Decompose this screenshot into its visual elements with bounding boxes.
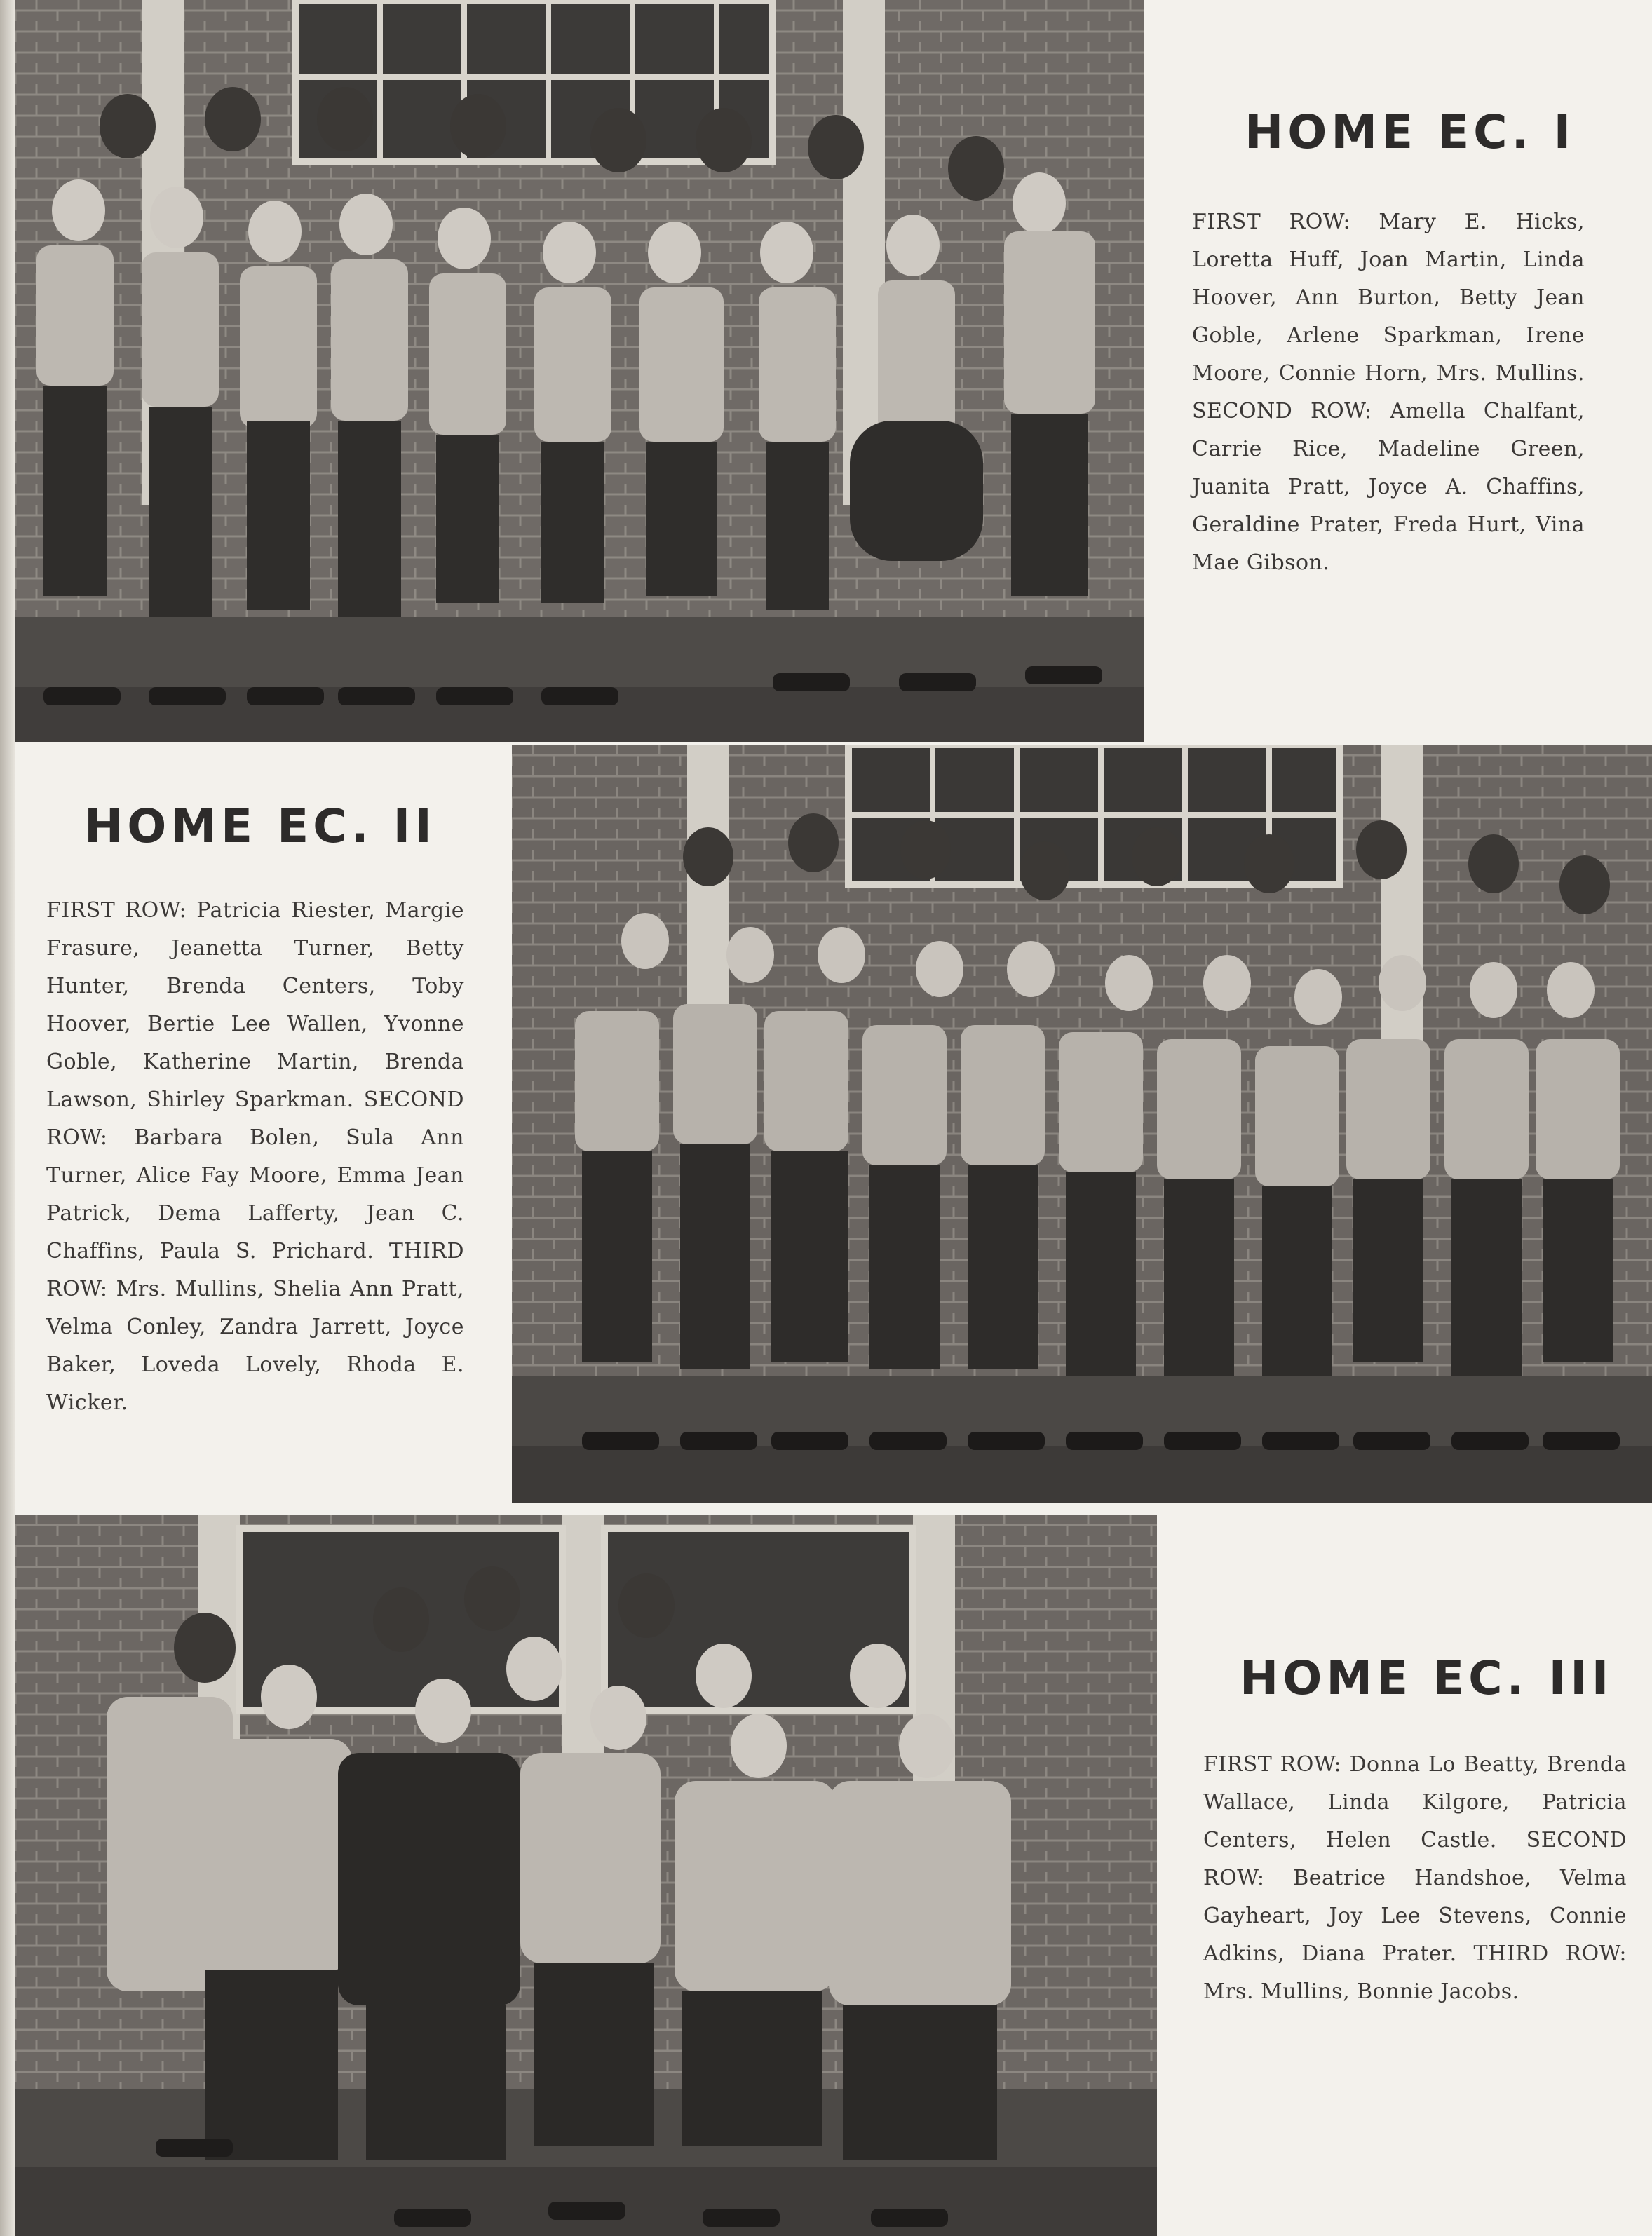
title-home-ec-2: HOME EC. II	[84, 799, 436, 853]
photo-home-ec-1-drawing	[15, 0, 1144, 742]
title-home-ec-1: HOME EC. I	[1245, 105, 1576, 159]
caption-home-ec-1: FIRST ROW: Mary E. Hicks, Loretta Huff, Joan Martin, Linda Hoover, Ann Burton, Betty Jean Goble, Arlene Sparkman, Irene Moore, Connie Horn, Mrs. Mullins. SECOND ROW: Amella Chalfant, Carrie Rice, Madeline Green, Juanita Pratt, Joyce A. Chaffins, Geraldine Prater, Freda Hurt, Vina Mae Gibson.	[1192, 210, 1585, 575]
photo-home-ec-2-drawing	[512, 745, 1652, 1503]
photo-home-ec-3-drawing	[15, 1515, 1157, 2236]
class-photo-home-ec-1	[15, 0, 1144, 742]
caption-home-ec-3: FIRST ROW: Donna Lo Beatty, Brenda Wallace, Linda Kilgore, Patricia Centers, Helen Castle. SECOND ROW: Beatrice Handshoe, Velma Gayheart, Joy Lee Stevens, Connie Adkins, Diana Prater. THIRD ROW: Mrs. Mullins, Bonnie Jacobs.	[1203, 1752, 1627, 2004]
class-photo-home-ec-3	[15, 1515, 1157, 2236]
title-home-ec-3: HOME EC. III	[1240, 1651, 1613, 1705]
caption-home-ec-2: FIRST ROW: Patricia Riester, Margie Frasure, Jeanetta Turner, Betty Hunter, Brenda Centers, Toby Hoover, Bertie Lee Wallen, Yvonne Goble, Katherine Martin, Brenda Lawson, Shirley Sparkman. SECOND ROW: Barbara Bolen, Sula Ann Turner, Alice Fay Moore, Emma Jean Patrick, Dema Lafferty, Jean C. Chaffins, Paula S. Prichard. THIRD ROW: Mrs. Mullins, Shelia Ann Pratt, Velma Conley, Zandra Jarrett, Joyce Baker, Loveda Lovely, Rhoda E. Wicker.	[46, 898, 464, 1415]
class-photo-home-ec-2	[512, 745, 1652, 1503]
binding-gutter	[0, 0, 15, 2236]
